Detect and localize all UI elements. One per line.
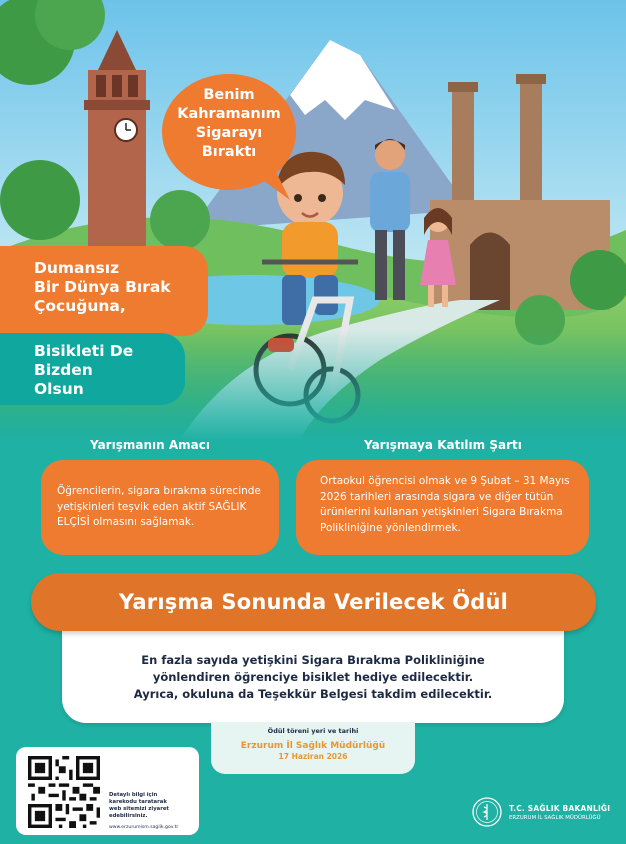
prize-title: Yarışma Sonunda Verilecek Ödül <box>118 590 509 614</box>
qr-line: Detaylı bilgi için <box>109 792 158 798</box>
prize-banner <box>31 573 596 631</box>
slogan-line: Olsun <box>34 380 84 398</box>
ministry-name: T.C. SAĞLIK BAKANLIĞI <box>509 804 611 813</box>
conditions-title: Yarışmaya Katılım Şartı <box>364 438 522 452</box>
qr-instructions <box>109 792 193 820</box>
ministry-subtitle: ERZURUM İL SAĞLIK MÜDÜRLÜĞÜ <box>509 815 601 821</box>
slogan-line: Dumansız <box>34 259 120 277</box>
prize-line: En fazla sayıda yetişkini Sigara Bırakma Polikliniğine <box>141 653 485 667</box>
slogan-teal <box>0 333 185 405</box>
ministry-logo <box>471 796 611 830</box>
ceremony-date: 17 Haziran 2026 <box>278 752 348 761</box>
slogan-line: Bir Dünya Bırak <box>34 278 171 296</box>
purpose-box: Öğrencilerin, sigara bırakma sürecinde yetişkinleri teşvik eden aktif SAĞLIK ELÇİSİ olmasını sağlamak. <box>41 460 279 555</box>
prize-description-box <box>62 625 564 723</box>
slogan-orange <box>0 246 208 336</box>
prize-line: yönlendiren öğrenciye bisiklet hediye edilecektir. <box>152 670 474 684</box>
qr-code-icon[interactable] <box>28 756 100 828</box>
qr-line: web sitemizi ziyaret <box>109 806 169 812</box>
prize-line: Ayrıca, okuluna da Teşekkür Belgesi takdim edilecektir. <box>133 687 493 701</box>
ministry-emblem-icon <box>471 796 503 828</box>
bubble-line: Sigarayı <box>195 125 263 141</box>
speech-bubble-text <box>162 86 296 162</box>
qr-line: edebilirsiniz. <box>109 813 148 819</box>
ceremony-label: Ödül töreni yeri ve tarihi <box>267 727 359 735</box>
slogan-line: Bizden <box>34 361 93 379</box>
conditions-box: Ortaokul öğrencisi olmak ve 9 Şubat – 31 Mayıs 2026 tarihleri arasında sigara ve diğer tütün ürünlerini kullanan yetişkinleri Sigara Bırakma Polikliniğine yönlendirmek. <box>296 460 589 555</box>
website-link[interactable]: www.erzurumism.saglik.gov.tr <box>109 825 179 830</box>
bubble-line: Bıraktı <box>201 144 257 160</box>
bubble-line: Kahramanım <box>177 106 281 122</box>
slogan-line: Çocuğuna, <box>34 297 126 315</box>
bubble-line: Benim <box>203 87 255 103</box>
ceremony-info <box>211 722 415 774</box>
ceremony-place: Erzurum İl Sağlık Müdürlüğü <box>240 741 386 751</box>
purpose-title: Yarışmanın Amacı <box>90 438 210 452</box>
slogan-line: Bisikleti De <box>34 342 134 360</box>
qr-line: karekodu taratarak <box>109 799 167 805</box>
qr-info-card <box>16 747 199 835</box>
